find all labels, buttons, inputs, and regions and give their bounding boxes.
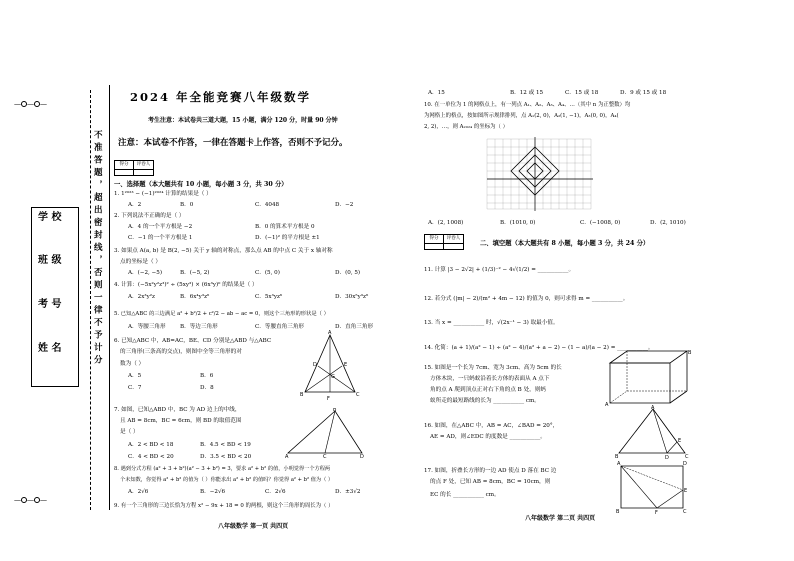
q5-opt-a[interactable]: A．等腰三角形	[128, 324, 166, 330]
q7-opt-a[interactable]: A．2 < BD < 18	[128, 442, 174, 448]
svg-text:F: F	[655, 510, 658, 515]
page-divider	[109, 85, 110, 510]
svg-text:B: B	[300, 392, 304, 398]
q8-opt-c[interactable]: C．2√6	[265, 489, 286, 495]
q9-opt-a[interactable]: A．15	[428, 90, 445, 96]
seal-line	[90, 90, 91, 510]
q17-cont2: EC 的长 ___________ cm。	[430, 492, 500, 498]
q7-cont2: 是（ ）	[120, 429, 139, 435]
svg-text:A: A	[605, 402, 609, 406]
q10-cont2: 2, 2)，…，则 A₂₀₂₄ 的坐标为（ ）	[424, 124, 508, 130]
field-name[interactable]: 姓 名	[38, 343, 62, 354]
q16: 16. 如图，在△ABC 中，AB = AC，∠BAD = 20°，	[424, 423, 559, 429]
score-box-2	[424, 234, 464, 250]
figure-q15-box	[605, 348, 693, 406]
q8-cont: 个未知数，你觉得 a² + b² 的值为（ ）你能求出 a² + b² 的值吗？你觉得 a² + b² 值为（ ）	[120, 477, 334, 483]
figure-q7	[285, 408, 365, 458]
footer-page1: 八年级数学 第一页 共四页	[218, 523, 289, 530]
q3: 3. 如果点 A(a, b) 是 B(2, −5) 关于 y 轴的对称点，那么点 AB 的中点 C 关于 x 轴对称	[114, 248, 333, 254]
q2-opt-d[interactable]: D．(−1)² 的平方根是 ±1	[255, 235, 320, 241]
svg-text:E: E	[344, 362, 348, 368]
q14: 14. 化简：(a + 1)/(a² − 1) ÷ (a² − 4)/(a² + a − 2) − (1 − a)/(a − 2) = ___________。	[424, 345, 654, 351]
q6-opt-c[interactable]: C．7	[128, 385, 142, 391]
q6-cont: 的三角形(三条高的交点)，则图中全等三角形的对	[120, 349, 242, 355]
q3-opt-d[interactable]: D．(0, 5)	[335, 270, 361, 276]
grader-cell[interactable]	[134, 170, 153, 175]
q17: 17. 如图，折叠长方形的一边 AD 使点 D 落在 BC 边	[424, 468, 557, 474]
svg-text:D: D	[683, 461, 687, 467]
q10-opt-b[interactable]: B．(1010, 0)	[500, 220, 536, 226]
q13: 13. 当 x = ___________ 时，√(2x⁻¹ − 3) 取最小值。	[424, 320, 559, 326]
q5: 5. 已知△ABC 的三边满足 a² + b²/2 + c²/2 − ab − ac = 0，则这个三角形的形状是（ ）	[114, 311, 329, 317]
q9-opt-c[interactable]: C．15 或 18	[565, 90, 599, 96]
svg-text:F: F	[327, 396, 330, 402]
q10-cont: 为网格上的格点，按如图所示规律排列，点 A₁(2, 0)，A₂(1, −1)，A₃(0, 0)，A₄(	[424, 113, 619, 119]
q9: 9. 有一个三角形的三边长恰为方程 x² − 9x + 18 = 0 的两根，则这个三角形的周长为（ ）	[114, 503, 334, 509]
student-info-box	[31, 207, 79, 387]
svg-text:A: A	[651, 405, 655, 411]
q1-opt-b[interactable]: B．0	[180, 202, 194, 208]
q15-cont3: 蚁所走的最短路线的长为 ___________ cm。	[430, 398, 540, 404]
section2-title: 二、填空题（本大题共有 8 小题，每小题 3 分，共 24 分）	[480, 240, 650, 247]
q12: 12. 若分式 (|m| − 2)/(m² + 4m − 12) 的值为 0，则可求得 m = ___________。	[424, 296, 629, 302]
exam-title: 2024 年全能竞赛八年级数学	[130, 90, 312, 104]
svg-text:D: D	[313, 362, 317, 368]
q5-opt-d[interactable]: D．直角三角形	[335, 324, 374, 330]
q9-opt-b[interactable]: B．12 或 15	[510, 90, 544, 96]
field-class[interactable]: 班 级	[38, 255, 62, 266]
q9-opt-d[interactable]: D．9 或 15 或 18	[620, 90, 667, 96]
q8-opt-d[interactable]: D．±3√2	[335, 489, 361, 495]
svg-text:A: A	[328, 330, 332, 336]
footer-page2: 八年级数学 第二页 共四页	[525, 515, 596, 522]
score-box-label: 得分	[115, 161, 134, 170]
svg-text:E: E	[684, 488, 688, 494]
figure-q10-grid	[483, 135, 595, 213]
score-box-label: 得分	[425, 235, 444, 244]
svg-text:A: A	[617, 461, 621, 467]
svg-text:G: G	[331, 374, 335, 380]
figure-q16-triangle	[615, 405, 690, 460]
q3-opt-b[interactable]: B．(−5, 2)	[180, 270, 210, 276]
binding-circle-bottom: — — —	[14, 496, 47, 504]
q1-opt-c[interactable]: C．4048	[255, 202, 280, 208]
q11: 11. 计算 |3 − 2√2| + (1/3)⁻² − 4√(1/2) = ___________。	[424, 267, 575, 273]
q10-opt-c[interactable]: C．(−1008, 0)	[580, 220, 621, 226]
figure-q17-rectangle	[615, 460, 690, 515]
q4-opt-b[interactable]: B．6x⁴y³z⁶	[180, 294, 210, 300]
q6-opt-a[interactable]: A．5	[128, 373, 142, 379]
q5-opt-c[interactable]: C．等腰直角三角形	[255, 324, 305, 330]
q8-opt-b[interactable]: B．−2√6	[200, 489, 226, 495]
svg-text:D: D	[665, 455, 669, 460]
score-cell[interactable]	[115, 170, 134, 175]
q4-opt-c[interactable]: C．5x³yz⁶	[255, 294, 283, 300]
q2-opt-a[interactable]: A．4 的一个平方根是 −2	[128, 224, 193, 230]
section1-title: 一、选择题（本大题共有 10 小题，每小题 3 分，共 30 分）	[114, 181, 288, 188]
q6: 6. 已知△ABC 中，AB=AC，BE、CD 分别是△ABD 与△ABC	[114, 338, 272, 344]
q7-opt-b[interactable]: B．4.5 < BD < 19	[200, 442, 251, 448]
q2-opt-b[interactable]: B．0 的算术平方根是 0	[255, 224, 315, 230]
q8-opt-a[interactable]: A．2√6	[128, 489, 149, 495]
q7-opt-c[interactable]: C．4 < BD < 20	[128, 454, 174, 460]
field-number[interactable]: 考 号	[38, 299, 62, 310]
svg-text:C: C	[683, 509, 687, 515]
q6-cont2: 数为（ ）	[120, 361, 145, 367]
svg-text:C: C	[685, 454, 689, 460]
score-box-1	[114, 160, 154, 176]
q3-opt-c[interactable]: C．(5, 0)	[255, 270, 280, 276]
svg-text:E: E	[678, 438, 682, 444]
q10: 10. 在一单位为 1 的网格点上，有一列点 A₁、A₂、A₃、A₄、…（其中 n 为正整数）均	[424, 102, 631, 108]
q2-opt-c[interactable]: C．−1 的一个平方根是 1	[128, 235, 193, 241]
q3-cont: 点的坐标是（ ）	[120, 259, 161, 265]
svg-text:B: B	[333, 408, 337, 413]
q7-opt-d[interactable]: D．3.5 < BD < 20	[200, 454, 252, 460]
grader-label: 评卷人	[444, 235, 463, 244]
q10-opt-d[interactable]: D．(2, 1010)	[650, 220, 686, 226]
q1-opt-a[interactable]: A．2	[128, 202, 142, 208]
q4-opt-a[interactable]: A．2x³y²z	[128, 294, 155, 300]
svg-text:B: B	[616, 509, 620, 515]
q7-cont: 且 AB = 8cm，BC = 6cm，则 BD 的取值范围	[120, 418, 242, 424]
q3-opt-a[interactable]: A．(−2, −5)	[128, 270, 163, 276]
q8: 8. 遇到分式方程 (a² + 3 + b²)(a² − 3 + b²) = 3，要求 a² + b² 的值，小明觉得一个方程两	[114, 466, 331, 472]
exam-notice: 注意：本试卷不作答，一律在答题卡上作答，否则不予记分。	[118, 138, 348, 148]
svg-text:B: B	[688, 350, 692, 356]
q4-opt-d[interactable]: D．30x⁵y³z⁶	[335, 294, 369, 300]
grader-label: 评卷人	[134, 161, 153, 170]
svg-text:C: C	[323, 454, 327, 458]
q16-cont: AE = AD，则∠EDC 的度数是 ___________。	[430, 434, 546, 440]
exam-instructions: 考生注意：本试卷共三道大题，15 小题，满分 120 分，时量 90 分钟	[148, 117, 338, 124]
q7: 7. 如图，已知△ABD 中，BC 为 AD 边上的中线，	[114, 407, 241, 413]
q15-cont2: 角的点 A 爬到顶点正对右下角的点 B 处，则蚂	[430, 387, 546, 393]
seal-text: 不准答题，超出密封线，否则一律不予计分	[92, 130, 103, 368]
binding-margin	[0, 0, 110, 561]
q1: 1. 1²⁰²³ − (−1)²⁰²⁴ 计算的结果是（ ）	[114, 191, 212, 197]
q6-opt-b[interactable]: B．6	[200, 373, 214, 379]
q1-opt-d[interactable]: D．−2	[335, 202, 354, 208]
q15: 15. 如图是一个长为 7cm、宽为 3cm、高为 5cm 的长	[424, 365, 562, 371]
q2: 2. 下列说法不正确的是（ ）	[114, 213, 185, 219]
svg-text:A: A	[285, 454, 289, 458]
q10-opt-a[interactable]: A．(2, 1008)	[428, 220, 464, 226]
svg-text:C: C	[356, 392, 360, 398]
q15-cont: 方体木块，一只蚂蚁沿着长方体的表面从 A 点下	[430, 376, 550, 382]
field-school[interactable]: 学 校	[38, 212, 62, 223]
q17-cont: 的点 F 处，已知 AB = 8cm，BC = 10cm，则	[430, 479, 551, 485]
q5-opt-b[interactable]: B．等边三角形	[180, 324, 218, 330]
q6-opt-d[interactable]: D．8	[200, 385, 214, 391]
figure-q6	[300, 330, 360, 405]
q4: 4. 计算：(−5x²y²z³)² ÷ (5xy³) × (6x³y)⁰ 的结果是（ ）	[114, 282, 258, 288]
svg-text:B: B	[615, 454, 619, 460]
svg-text:D: D	[360, 454, 364, 458]
grader-cell[interactable]	[444, 244, 463, 249]
score-cell[interactable]	[425, 244, 444, 249]
binding-circle-top: — — —	[14, 100, 47, 108]
